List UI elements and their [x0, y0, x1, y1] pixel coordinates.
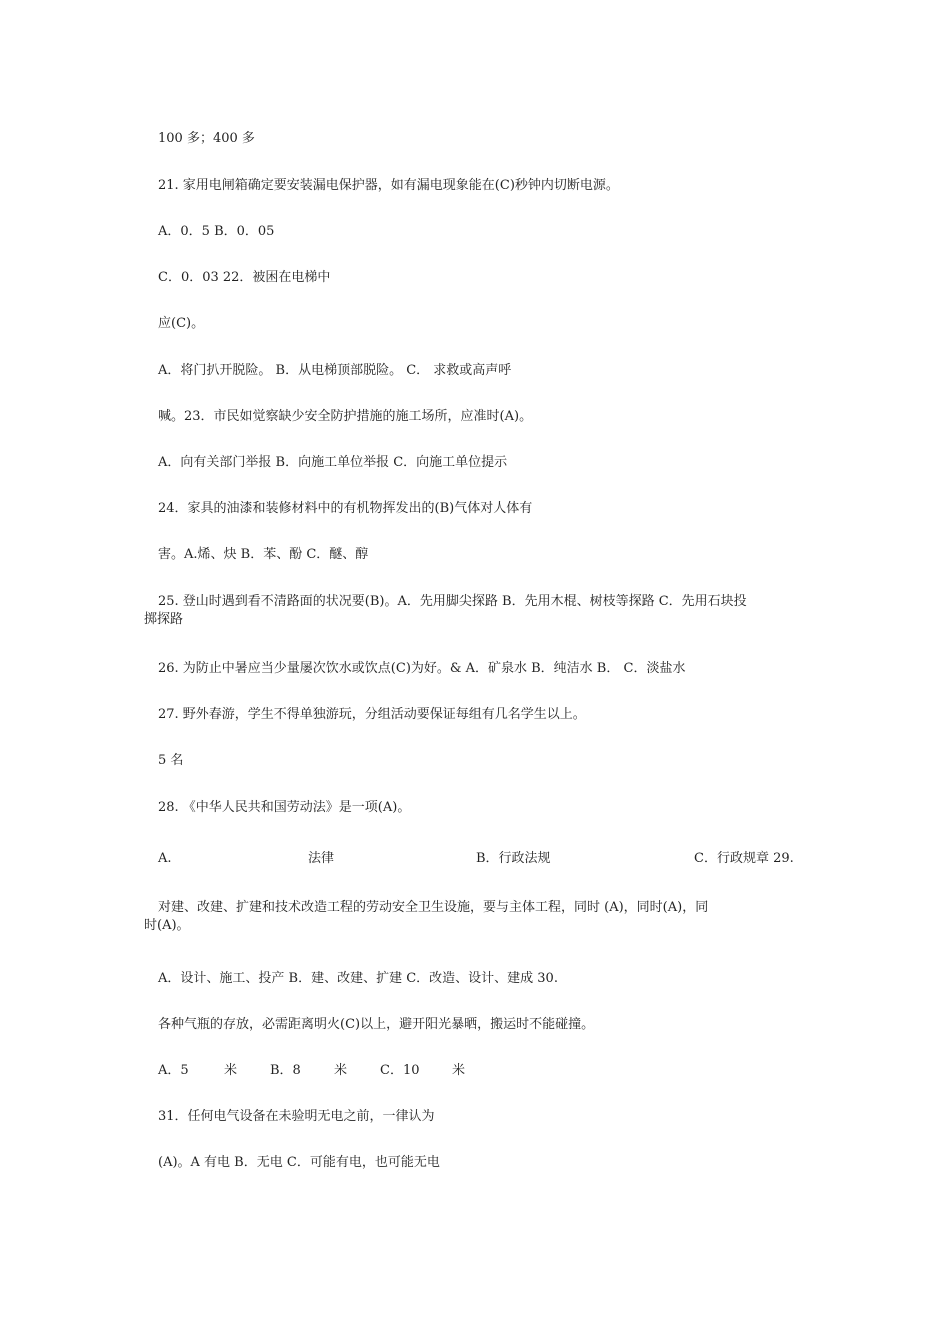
question-30: 各种气瓶的存放，必需距离明火(C)以上，避开阳光暴晒，搬运时不能碰撞。 [158, 1017, 595, 1032]
question-28-options [158, 850, 798, 868]
text-line: 100 多；400 多 [158, 131, 255, 146]
question-23: 喊。23．市民如觉察缺少安全防护措施的施工场所，应准时(A)。 [158, 409, 533, 424]
question-26: 26. 为防止中暑应当少量屡次饮水或饮点(C)为好。& A．矿泉水 B．纯洁水 B． C．淡盐水 [158, 661, 686, 676]
question-28: 28. 《中华人民共和国劳动法》是一项(A)。 [158, 800, 411, 815]
question-29 [144, 899, 709, 935]
option-c: C．行政规章 29. [694, 851, 794, 866]
question-31-options: (A)。A 有电 B．无电 C．可能有电，也可能无电 [158, 1155, 440, 1170]
question-25 [144, 593, 747, 629]
question-23-options: A．向有关部门举报 B．向施工单位举报 C．向施工单位提示 [158, 455, 508, 470]
question-21-options: A．0．5 B．0．05 [158, 224, 275, 239]
question-29-cont: 时(A)。 [144, 918, 190, 933]
option-a-text: 法律 [308, 851, 335, 866]
option-b: B．行政法规 [476, 851, 551, 866]
option-c: C．10 [380, 1063, 420, 1078]
question-22-options: A．将门扒开脱险。 B．从电梯顶部脱险。 C． 求救或高声呼 [158, 363, 512, 378]
question-27: 27. 野外春游，学生不得单独游玩，分组活动要保证每组有几名学生以上。 [158, 707, 586, 722]
question-25-cont: 掷探路 [144, 612, 184, 627]
question-29-text: 对建、改建、扩建和技术改造工程的劳动安全卫生设施，要与主体工程，同时 (A)，同时(A)，同 [158, 900, 709, 915]
option-c-unit: 米 [452, 1063, 466, 1078]
question-22: C．0．03 22．被困在电梯中 [158, 270, 331, 285]
option-b: B．8 [270, 1063, 301, 1078]
option-a: A. [158, 851, 172, 866]
question-29-options: A．设计、施工、投产 B．建、改建、扩建 C．改造、设计、建成 30. [158, 971, 558, 986]
question-21: 21. 家用电闸箱确定要安装漏电保护器，如有漏电现象能在(C)秒钟内切断电源。 [158, 178, 619, 193]
question-30-options [158, 1062, 478, 1080]
question-31: 31．任何电气设备在未验明无电之前，一律认为 [158, 1109, 435, 1124]
option-a-unit: 米 [224, 1063, 238, 1078]
question-22-cont: 应(C)。 [158, 316, 205, 331]
question-27-answer: 5 名 [158, 753, 184, 768]
question-24: 24．家具的油漆和装修材料中的有机物挥发出的(B)气体对人体有 [158, 501, 533, 516]
option-b-unit: 米 [334, 1063, 348, 1078]
question-25-text: 25. 登山时遇到看不清路面的状况要(B)。A．先用脚尖探路 B．先用木棍、树枝等探路 C．先用石块投 [158, 594, 747, 609]
option-a: A．5 [158, 1063, 189, 1078]
question-24-options: 害。A.烯、炔 B．苯、酚 C．醚、醇 [158, 547, 369, 562]
